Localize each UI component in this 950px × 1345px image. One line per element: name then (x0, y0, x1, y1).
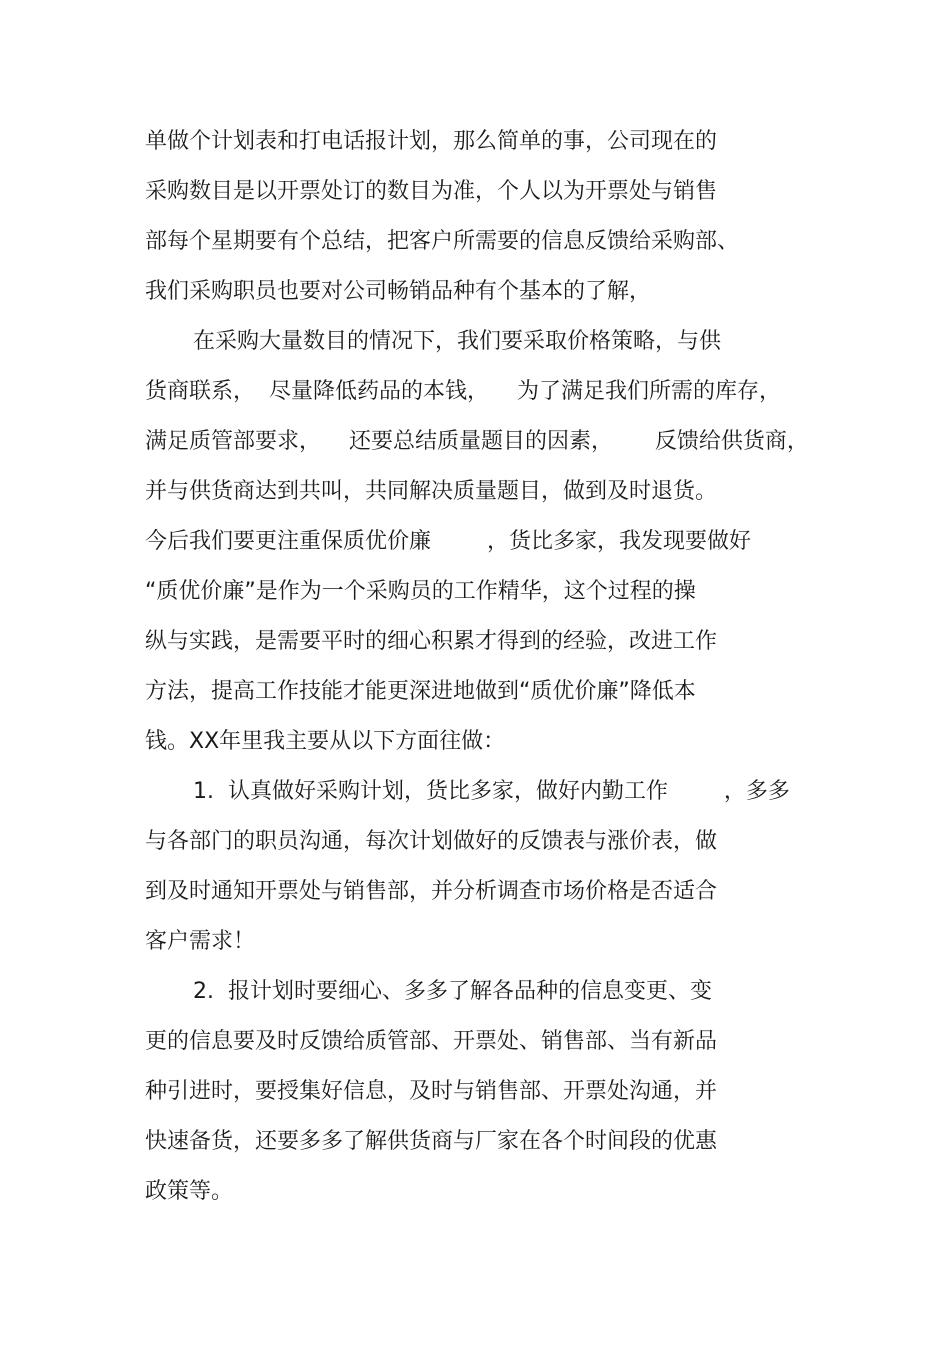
text-line: 政策等。 (145, 1179, 234, 1204)
text-line: 到及时通知开票处与销售部，并分析调查市场价格是否适合 (145, 879, 718, 904)
text-line: 并与供货商达到共叫，共同解决质量题目，做到及时退货。 (145, 479, 718, 504)
text-line: 今后我们要更注重保质优价廉 ，货比多家，我发现要做好 (145, 529, 751, 554)
text-line: 纵与实践，是需要平时的细心积累才得到的经验，改进工作 (145, 629, 718, 654)
text-line: 采购数目是以开票处订的数目为准，个人以为开票处与销售 (145, 179, 718, 204)
text-line: 更的信息要及时反馈给质管部、开票处、销售部、当有新品 (145, 1029, 718, 1054)
text-line: 满足质管部要求， 还要总结质量题目的因素， 反馈给供货商， (145, 429, 809, 454)
text-line: 货商联系， 尽量降低药品的本钱， 为了满足我们所需的库存， (145, 379, 781, 404)
text-line: 1. 认真做好采购计划，货比多家，做好内勤工作 ，多多 (193, 779, 790, 804)
text-line: “质优价廉”是作为一个采购员的工作精华，这个过程的操 (145, 579, 696, 604)
text-line: 种引进时，要授集好信息，及时与销售部、开票处沟通，并 (145, 1079, 718, 1104)
text-line: 钱。XX年里我主要从以下方面往做： (145, 729, 506, 754)
text-line: 部每个星期要有个总结，把客户所需要的信息反馈给采购部、 (145, 229, 740, 254)
text-line: 快速备货，还要多多了解供货商与厂家在各个时间段的优惠 (145, 1129, 718, 1154)
text-line: 单做个计划表和打电话报计划，那么简单的事，公司现在的 (145, 129, 718, 154)
text-line: 客户需求！ (145, 929, 256, 954)
text-line: 我们采购职员也要对公司畅销品种有个基本的了解， (145, 279, 652, 304)
text-line: 2. 报计划时要细心、多多了解各品种的信息变更、变 (193, 979, 712, 1004)
text-line: 方法，提高工作技能才能更深进地做到“质优价廉”降低本 (145, 679, 696, 704)
text-line: 在采购大量数目的情况下，我们要采取价格策略，与供 (193, 329, 722, 354)
text-line: 与各部门的职员沟通，每次计划做好的反馈表与涨价表，做 (145, 829, 718, 854)
